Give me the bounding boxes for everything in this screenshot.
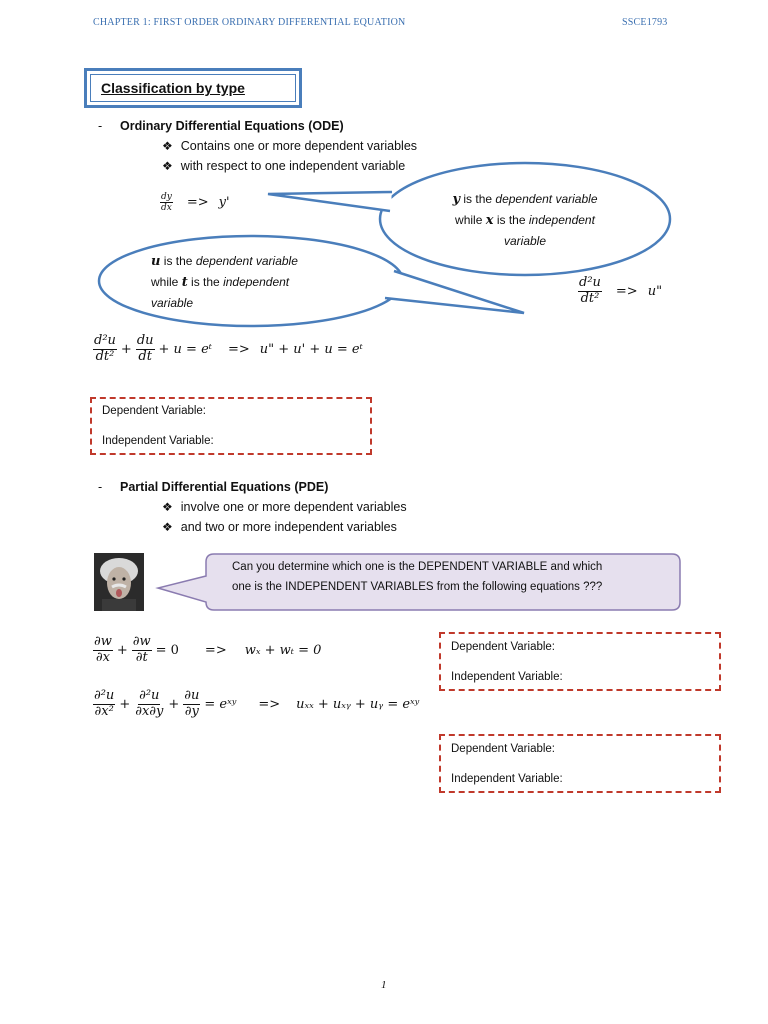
bullet-text: with respect to one independent variable <box>180 159 406 173</box>
ode-heading: Ordinary Differential Equations (ODE) <box>120 119 344 133</box>
equation-ode-full: $\frac{\text{d²u}}{\text{dt²}}$ + $\frac{du}{dt}$ + u = eᵗ => u" + u' + u = eᵗ <box>94 333 363 364</box>
einstein-photo <box>94 553 144 611</box>
bubble-y-text: y is the dependent variable while x is the independent variable <box>452 192 598 248</box>
equation-pde-2: $\frac{\text{∂²u}}{\text{∂x²}}$ + $\frac{\text{∂²u}}{\partial x\partial y}$ + $\frac{\partial u}{\partial y}$ = eˣʸ => uₓₓ + uₓᵧ + uᵧ = eˣʸ <box>94 688 420 719</box>
bubble-u-text: u is the dependent variable while t is the independent variable <box>151 254 298 310</box>
page-header-chapter: CHAPTER 1: FIRST ORDER ORDINARY DIFFERENTIAL EQUATION <box>93 17 406 28</box>
pde-bullet-2 <box>162 520 397 534</box>
page-header-code: SSCE1793 <box>622 17 668 28</box>
pde-heading: Partial Differential Equations (PDE) <box>120 480 329 494</box>
diamond-bullet-icon: ❖ <box>162 139 173 153</box>
ode-dash: - <box>98 119 103 133</box>
dependent-variable-label: Dependent Variable: <box>102 405 206 417</box>
pde-dash: - <box>98 480 103 494</box>
page-number: 1 <box>381 979 387 991</box>
independent-variable-label: Independent Variable: <box>451 773 563 785</box>
bullet-text: Contains one or more dependent variables <box>180 139 418 153</box>
ode-answer-box <box>90 397 372 455</box>
dependent-variable-label: Dependent Variable: <box>451 641 555 653</box>
pde-answer-box-2 <box>439 734 721 793</box>
question-callout-text: Can you determine which one is the DEPENDENT VARIABLE and which one is the INDEPENDENT VARIABLES from the following equations ??? <box>232 561 603 593</box>
bullet-text: and two or more independent variables <box>180 520 397 534</box>
diamond-bullet-icon: ❖ <box>162 520 173 534</box>
equation-dydx: $\frac{dy}{dx}$ => y' <box>161 192 230 214</box>
bubble-y-tail <box>268 192 392 211</box>
pde-answer-box-1 <box>439 632 721 691</box>
dependent-variable-label: Dependent Variable: <box>451 743 555 755</box>
diamond-bullet-icon: ❖ <box>162 500 173 514</box>
section-title: Classification by type <box>101 80 245 96</box>
bubble-u-tail <box>385 271 524 313</box>
independent-variable-label: Independent Variable: <box>102 435 214 447</box>
independent-variable-label: Independent Variable: <box>451 671 563 683</box>
equation-d2udt2: $\frac{\text{d²u}}{\text{dt²}}$ => u" <box>579 275 663 306</box>
equation-pde-1: $\frac{\partial w}{\partial x}$ + $\frac{\partial w}{\partial t}$ = 0 => wₓ + wₜ = 0 <box>94 634 322 665</box>
bullet-text: involve one or more dependent variables <box>180 500 407 514</box>
pde-bullet-1 <box>162 500 407 514</box>
diamond-bullet-icon: ❖ <box>162 159 173 173</box>
